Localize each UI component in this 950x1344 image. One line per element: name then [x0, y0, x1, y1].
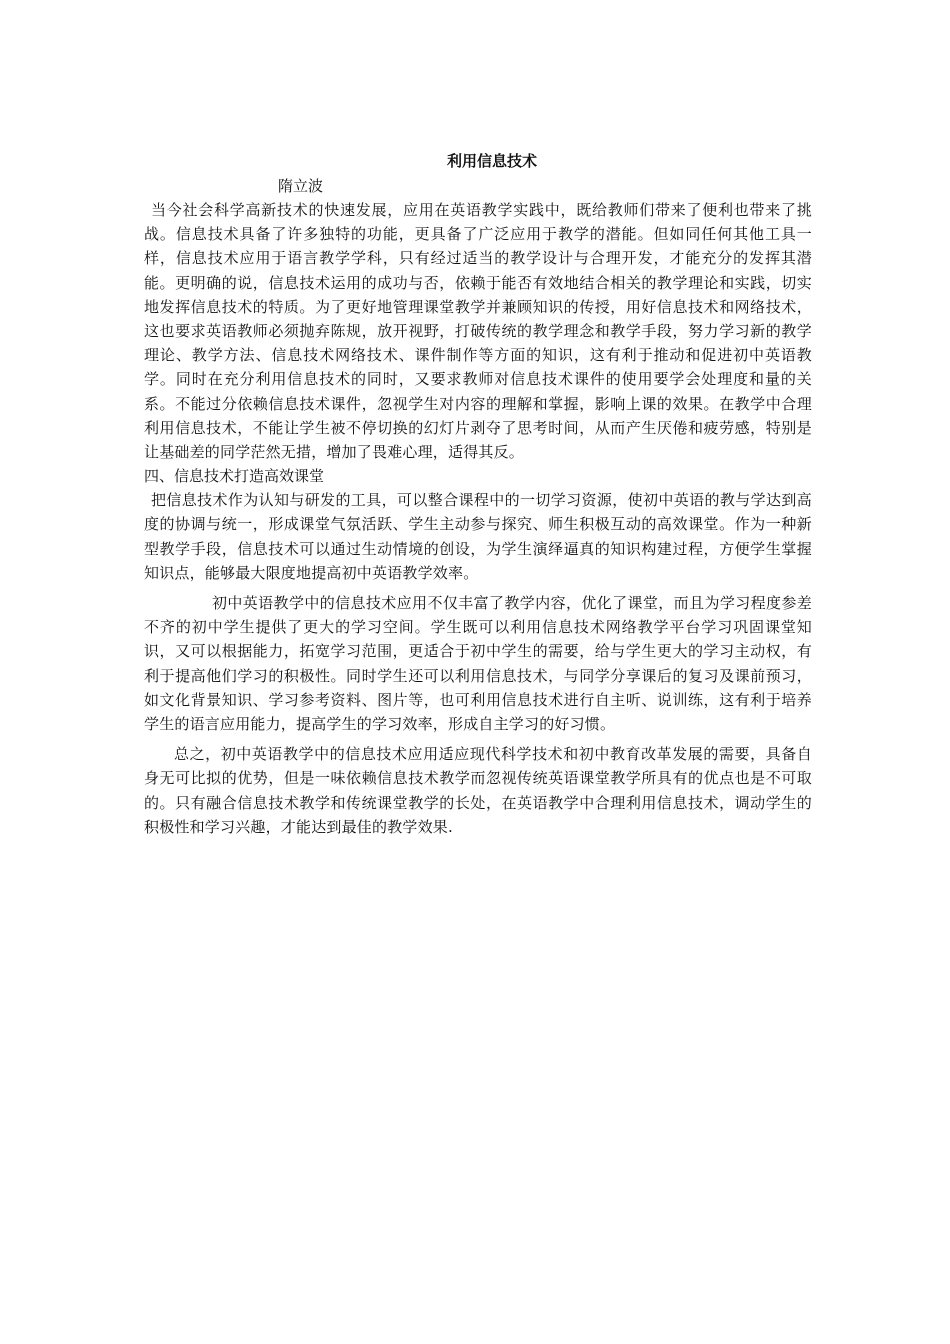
paragraph-conclusion: 总之，初中英语教学中的信息技术应用适应现代科学技术和初中教育改革发展的需要，具备自身无可比拟的优势，但是一味依赖信息技术教学而忽视传统英语课堂教学所具有的优点也是不可取的。只有融合信息技术教学和传统课堂教学的长处，在英语教学中合理利用信息技术，调动学生的积极性和学习兴趣，才能达到最佳的教学效果.	[144, 745, 812, 836]
paragraph-application: 初中英语教学中的信息技术应用不仅丰富了教学内容，优化了课堂，而且为学习程度参差不齐的初中学生提供了更大的学习空间。学生既可以利用信息技术网络教学平台学习巩固课堂知识，又可以根据能力，拓宽学习范围，更适合于初中学生的需要，给与学生更大的学习主动权，有利于提高他们学习的积极性。同时学生还可以利用信息技术，与同学分享课后的复习及课前预习，如文化背景知识、学习参考资料、图片等，也可利用信息技术进行自主听、说训练，这有利于培养学生的语言应用能力，提高学生的学习效率，形成自主学习的好习惯。	[144, 594, 812, 734]
document-title: 利用信息技术	[446, 152, 537, 170]
paragraph-tools: 把信息技术作为认知与研发的工具，可以整合课程中的一切学习资源，使初中英语的教与学达到高度的协调与统一，形成课堂气氛活跃、学生主动参与探究、师生积极互动的高效课堂。作为一种新型教学手段，信息技术可以通过生动情境的创设，为学生演绎逼真的知识构建过程，方便学生掌握知识点，能够最大限度地提高初中英语教学效率。	[144, 491, 812, 582]
paragraph-intro: 当今社会科学高新技术的快速发展，应用在英语教学实践中，既给教师们带来了便利也带来了挑战。信息技术具备了许多独特的功能，更具备了广泛应用于教学的潜能。但如同任何其他工具一样，信息技术应用于语言教学学科，只有经过适当的教学设计与合理开发，才能充分的发挥其潜能。更明确的说，信息技术运用的成功与否，依赖于能否有效地结合相关的教学理论和实践，切实地发挥信息技术的特质。为了更好地管理课堂教学并兼顾知识的传授，用好信息技术和网络技术，这也要求英语教师必须抛弃陈规，放开视野，打破传统的教学理念和教学手段，努力学习新的教学理论、教学方法、信息技术网络技术、课件制作等方面的知识，这有利于推动和促进初中英语教学。同时在充分利用信息技术的同时，又要求教师对信息技术课件的使用要学会处理度和量的关系。不能过分依赖信息技术课件，忽视学生对内容的理解和掌握，影响上课的效果。在教学中合理利用信息技术，不能让学生被不停切换的幻灯片剥夺了思考时间，从而产生厌倦和疲劳感，特别是让基础差的同学茫然无措，增加了畏难心理，适得其反。	[144, 201, 812, 462]
document-author: 隋立波	[278, 177, 324, 195]
section-heading: 四、信息技术打造高效课堂	[144, 467, 325, 486]
document-body	[144, 150, 812, 839]
